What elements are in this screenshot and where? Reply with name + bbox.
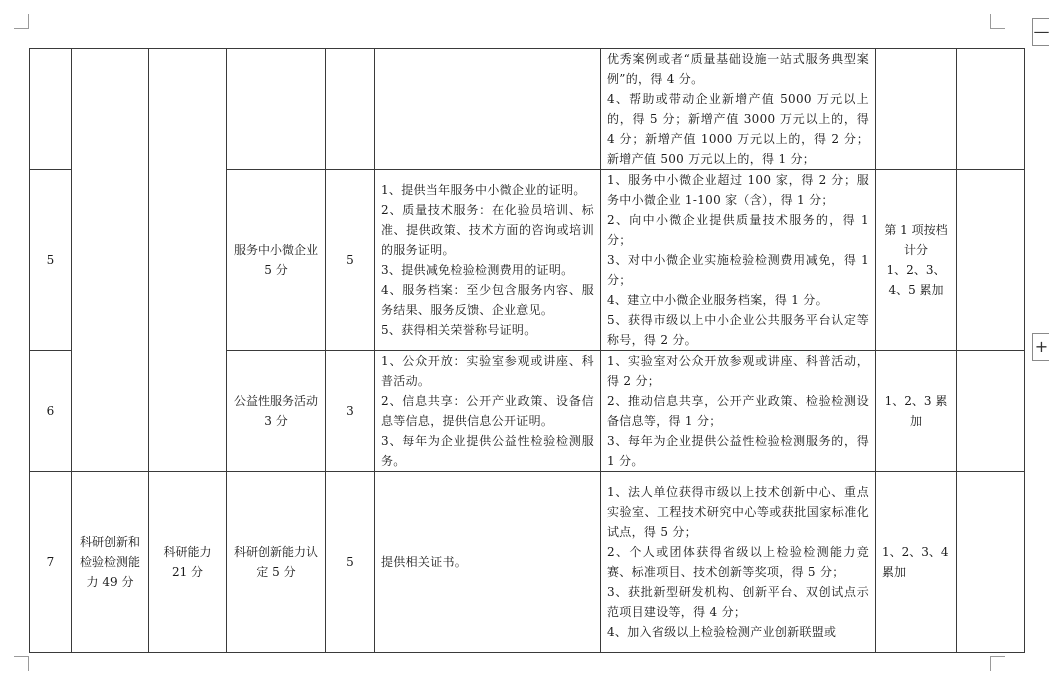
- scoring-line: 4、建立中小微企业服务档案，得 1 分。: [607, 293, 828, 307]
- material-line: 5、获得相关荣誉称号证明。: [381, 323, 537, 337]
- materials-cell: [375, 170, 601, 351]
- material-line: 2、质量技术服务：在化验员培训、标准、提供政策、技术方面的咨询或培训的服务证明。: [381, 203, 594, 257]
- material-line: 3、提供减免检验检测费用的证明。: [381, 263, 574, 277]
- note-cell: 1、2、3、4 累加: [876, 472, 957, 653]
- item-cell: 公益性服务活动 3 分: [227, 351, 326, 472]
- scoring-line: 2、个人或团体获得省级以上检验检测能力竞赛、标准项目、技术创新等奖项，得 5 分；: [607, 545, 869, 579]
- table-row: [30, 472, 1025, 653]
- scoring-cell: [601, 472, 876, 653]
- no-cell: 6: [30, 351, 72, 472]
- scoring-line: 2、推动信息共享，公开产业政策、检验检测设备信息等，得 1 分；: [607, 394, 869, 428]
- material-line: 1、公众开放：实验室参观或讲座、科普活动。: [381, 354, 594, 388]
- scoring-line: 5、获得市级以上中小企业公共服务平台认定等称号，得 2 分。: [607, 313, 869, 347]
- item-cell: 服务中小微企业 5 分: [227, 170, 326, 351]
- scoring-table: [29, 48, 1025, 653]
- note-cell: [876, 49, 957, 170]
- material-line: 1、提供当年服务中小微企业的证明。: [381, 183, 586, 197]
- no-cell: 5: [30, 170, 72, 351]
- remark-cell: [957, 351, 1025, 472]
- scoring-cell: [601, 49, 876, 170]
- expand-button[interactable]: +: [1032, 333, 1049, 361]
- scoring-line: 1、法人单位获得市级以上技术创新中心、重点实验室、工程技术研究中心等或获批国家标准化试点，得 5 分；: [607, 485, 869, 539]
- page-corner-mark: [14, 14, 29, 29]
- material-line: 4、服务档案：至少包含服务内容、服务结果、服务反馈、企业意见。: [381, 283, 594, 317]
- score-cell: [326, 49, 375, 170]
- remark-cell: [957, 49, 1025, 170]
- materials-cell: [375, 351, 601, 472]
- material-line: 3、每年为企业提供公益性检验检测服务。: [381, 434, 594, 468]
- score-cell: 3: [326, 351, 375, 472]
- scoring-line: 1、实验室对公众开放参观或讲座、科普活动，得 2 分；: [607, 354, 869, 388]
- scoring-line: 优秀案例或者“质量基础设施一站式服务典型案例”的，得 4 分。: [607, 52, 869, 86]
- collapse-button[interactable]: —: [1032, 18, 1049, 46]
- scoring-line: 1、服务中小微企业超过 100 家，得 2 分；服务中小微企业 1-100 家（含），得 1 分；: [607, 173, 869, 207]
- score-cell: 5: [326, 170, 375, 351]
- scoring-line: 4、加入省级以上检验检测产业创新联盟或: [607, 625, 837, 639]
- note-cell: 第 1 项按档计分 1、2、3、4、5 累加: [876, 170, 957, 351]
- no-cell: [30, 49, 72, 170]
- scoring-line: 4、帮助或带动企业新增产值 5000 万元以上的，得 5 分；新增产值 3000 万元以上的，得 4 分；新增产值 1000 万元以上的，得 2 分；新增产值 500 万元以上的，得 1 分；: [607, 92, 869, 166]
- item-cell: [227, 49, 326, 170]
- category-cell: 科研创新和检验检测能力 49 分: [72, 472, 149, 653]
- materials-cell: [375, 49, 601, 170]
- page-corner-mark: [14, 656, 29, 671]
- scoring-line: 3、每年为企业提供公益性检验检测服务的，得 1 分。: [607, 434, 869, 468]
- table-row: [30, 49, 1025, 170]
- item-cell: 科研创新能力认定 5 分: [227, 472, 326, 653]
- remark-cell: [957, 170, 1025, 351]
- page-corner-mark: [990, 14, 1005, 29]
- note-cell: 1、2、3 累加: [876, 351, 957, 472]
- scoring-line: 3、对中小微企业实施检验检测费用减免，得 1 分；: [607, 253, 869, 287]
- materials-cell: 提供相关证书。: [375, 472, 601, 653]
- no-cell: 7: [30, 472, 72, 653]
- category-cell: [72, 49, 149, 472]
- score-cell: 5: [326, 472, 375, 653]
- subcategory-cell: 科研能力 21 分: [149, 472, 227, 653]
- scoring-line: 3、获批新型研发机构、创新平台、双创试点示范项目建设等，得 4 分；: [607, 585, 869, 619]
- page-corner-mark: [990, 656, 1005, 671]
- scoring-cell: [601, 170, 876, 351]
- remark-cell: [957, 472, 1025, 653]
- subcategory-cell: [149, 49, 227, 472]
- scoring-line: 2、向中小微企业提供质量技术服务的，得 1 分；: [607, 213, 869, 247]
- material-line: 2、信息共享：公开产业政策、设备信息等信息，提供信息公开证明。: [381, 394, 594, 428]
- scoring-cell: [601, 351, 876, 472]
